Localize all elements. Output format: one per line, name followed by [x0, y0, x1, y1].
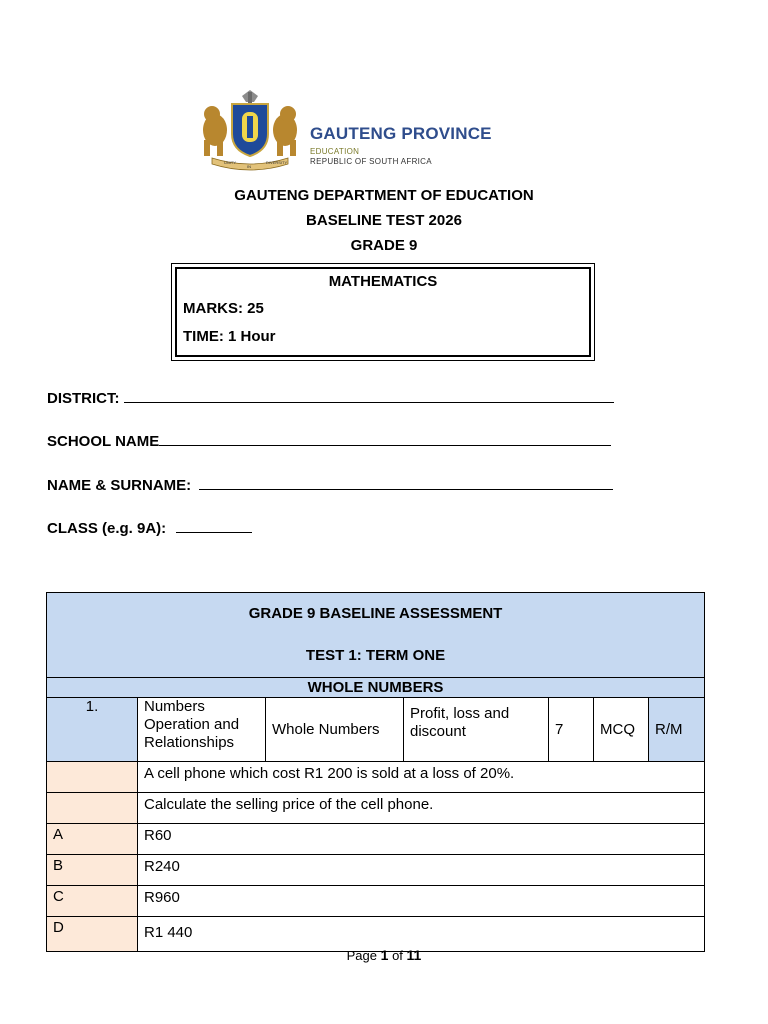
svg-text:IN: IN [247, 164, 251, 169]
option-letter: A [47, 824, 138, 855]
assessment-table [46, 592, 705, 952]
grade-cell: 7 [549, 698, 594, 762]
class-label: CLASS (e.g. 9A): [47, 520, 167, 537]
gauteng-logo [190, 90, 510, 172]
topic-heading: WHOLE NUMBERS [47, 678, 705, 698]
option-row[interactable] [47, 886, 705, 917]
name-label: NAME & SURNAME: [47, 477, 192, 494]
option-letter: B [47, 855, 138, 886]
district-label: DISTRICT: [47, 390, 120, 407]
assessment-title [47, 593, 705, 678]
option-value: R1 440 [138, 917, 705, 952]
name-field [47, 477, 613, 494]
page-word: Page [346, 948, 378, 963]
page-total: 11 [406, 947, 422, 963]
school-label: SCHOOL NAME [47, 433, 160, 450]
logo-subtitle-education: EDUCATION [310, 147, 360, 156]
subject-label: MATHEMATICS [328, 273, 438, 290]
page-footer [0, 947, 768, 963]
question-margin-cell [47, 793, 138, 824]
department-heading: GAUTENG DEPARTMENT OF EDUCATION [234, 187, 534, 204]
question-margin-cell [47, 762, 138, 793]
question-text-line1: A cell phone which cost R1 200 is sold at a loss of 20%. [138, 762, 705, 793]
svg-text:DIVERSITY: DIVERSITY [266, 160, 288, 165]
topic-cell: Whole Numbers [266, 698, 404, 762]
grade-heading: GRADE 9 [350, 237, 418, 254]
of-word: of [392, 948, 403, 963]
option-row[interactable] [47, 824, 705, 855]
class-input-line[interactable] [176, 531, 252, 533]
option-value: R240 [138, 855, 705, 886]
question-text-line2: Calculate the selling price of the cell phone. [138, 793, 705, 824]
time-label: TIME: 1 Hour [183, 328, 276, 345]
option-letter: C [47, 886, 138, 917]
svg-text:UNITY: UNITY [224, 160, 236, 165]
assessment-title-line2: TEST 1: TERM ONE [305, 647, 446, 664]
concept-cell: Profit, loss and discount [404, 698, 549, 762]
option-letter: D [47, 917, 138, 952]
name-input-line[interactable] [199, 488, 613, 490]
type-cell: MCQ [594, 698, 649, 762]
question-number: 1. [47, 698, 138, 762]
option-value: R960 [138, 886, 705, 917]
district-input-line[interactable] [124, 401, 614, 403]
subject-info-box [171, 263, 595, 361]
test-heading: BASELINE TEST 2026 [306, 212, 462, 229]
page-number: 1 [380, 947, 389, 963]
option-value: R60 [138, 824, 705, 855]
level-cell: R/M [649, 698, 705, 762]
school-field [47, 433, 611, 450]
content-area-cell: Numbers Operation and Relationships [138, 698, 266, 762]
class-field [47, 520, 252, 537]
option-row[interactable] [47, 855, 705, 886]
logo-subtitle-country: REPUBLIC OF SOUTH AFRICA [310, 157, 432, 166]
marks-label: MARKS: 25 [183, 300, 264, 317]
coat-of-arms-icon [190, 90, 310, 172]
district-field [47, 390, 614, 407]
school-input-line[interactable] [159, 444, 611, 446]
logo-title: GAUTENG PROVINCE [310, 124, 492, 143]
assessment-title-line1: GRADE 9 BASELINE ASSESSMENT [248, 605, 503, 622]
